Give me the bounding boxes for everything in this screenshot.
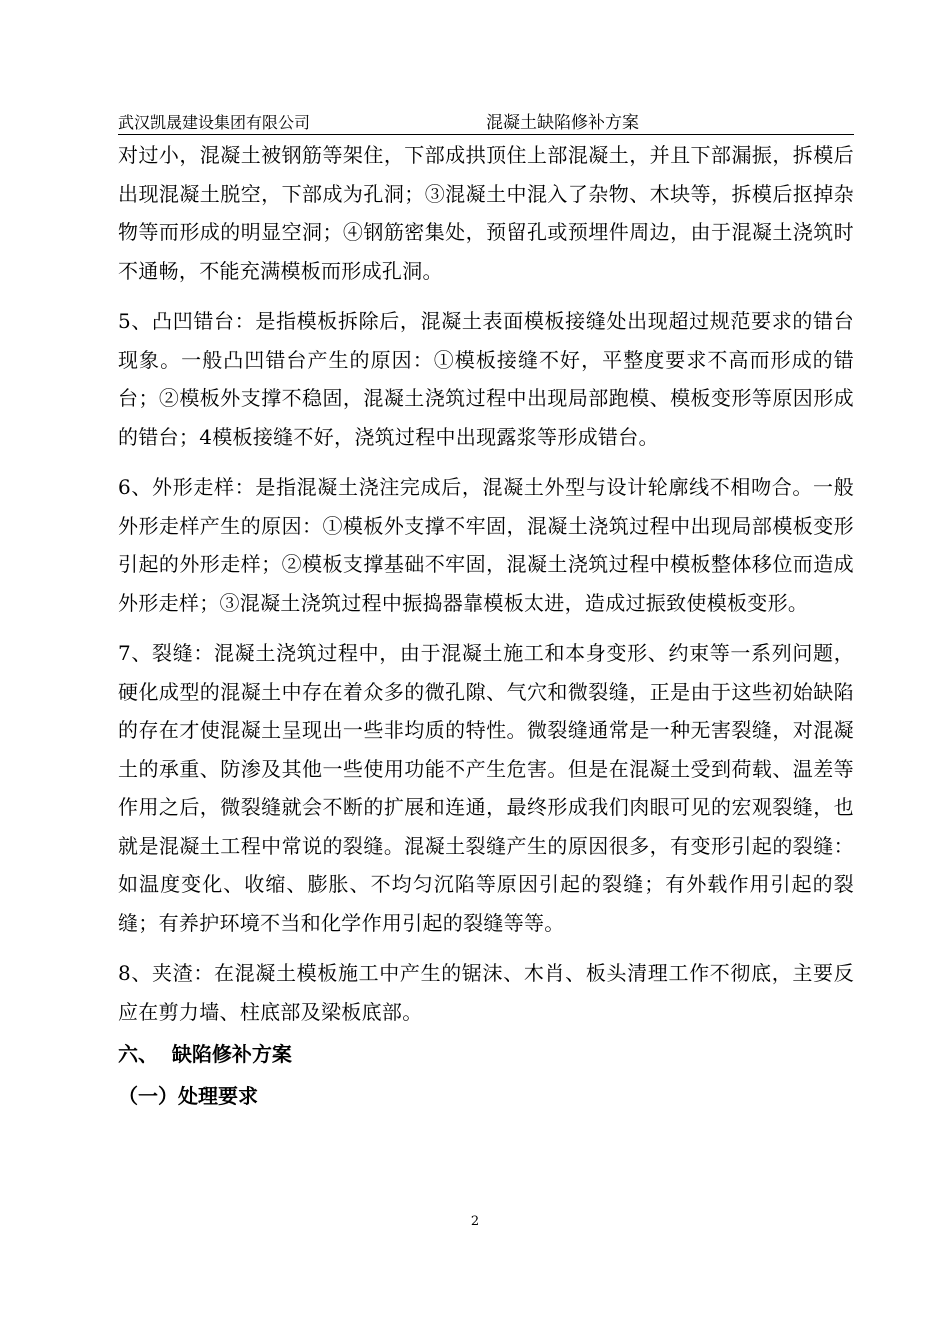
paragraph-item-6: 6、外形走样：是指混凝土浇注完成后，混凝土外型与设计轮廓线不相吻合。一般外形走样产生的原因：①模板外支撑不牢固，混凝土浇筑过程中出现局部模板变形引起的外形走样；②模板支撑基础不牢固，混凝土浇筑过程中模板整体移位而造成外形走样；③混凝土浇筑过程中振捣器靠模板太进，造成过振致使模板变形。	[118, 475, 854, 615]
paragraph-item-7: 7、裂缝：混凝土浇筑过程中，由于混凝土施工和本身变形、约束等一系列问题，硬化成型的混凝土中存在着众多的微孔隙、气穴和微裂缝，正是由于这些初始缺陷的存在才使混凝土呈现出一些非均质的特性。微裂缝通常是一种无害裂缝，对混凝土的承重、防渗及其他一些使用功能不产生危害。但是在混凝土受到荷载、温差等作用之后，微裂缝就会不断的扩展和连通，最终形成我们肉眼可见的宏观裂缝，也就是混凝土工程中常说的裂缝。混凝土裂缝产生的原因很多，有变形引起的裂缝：如温度变化、收缩、膨胀、不均匀沉陷等原因引起的裂缝；有外载作用引起的裂缝；有养护环境不当和化学作用引起的裂缝等等。	[118, 641, 854, 935]
company-name: 武汉凯晟建设集团有限公司	[118, 113, 311, 132]
page-body	[118, 136, 854, 1115]
paragraph-continuation: 对过小，混凝土被钢筋等架住，下部成拱顶住上部混凝土，并且下部漏振，拆模后出现混凝土脱空，下部成为孔洞；③混凝土中混入了杂物、木块等，拆模后抠掉杂物等而形成的明显空洞；④钢筋密集处，预留孔或预埋件周边，由于混凝土浇筑时不通畅，不能充满模板而形成孔洞。	[118, 143, 854, 283]
section-heading: 六、 缺陷修补方案	[118, 1042, 292, 1066]
paragraph-item-5: 5、凸凹错台：是指模板拆除后，混凝土表面模板接缝处出现超过规范要求的错台现象。一般凸凹错台产生的原因：①模板接缝不好，平整度要求不高而形成的错台；②模板外支撑不稳固，混凝土浇筑过程中出现局部跑模、模板变形等原因形成的错台；4模板接缝不好，浇筑过程中出现露浆等形成错台。	[118, 309, 854, 449]
paragraph-item-8: 8、夹渣：在混凝土模板施工中产生的锯沫、木肖、板头清理工作不彻底，主要反应在剪力墙、柱底部及梁板底部。	[118, 961, 854, 1024]
page-number: 2	[470, 1214, 480, 1229]
document-title: 混凝土缺陷修补方案	[486, 113, 639, 133]
page-header	[118, 112, 854, 135]
subsection-heading: （一）处理要求	[118, 1084, 258, 1108]
